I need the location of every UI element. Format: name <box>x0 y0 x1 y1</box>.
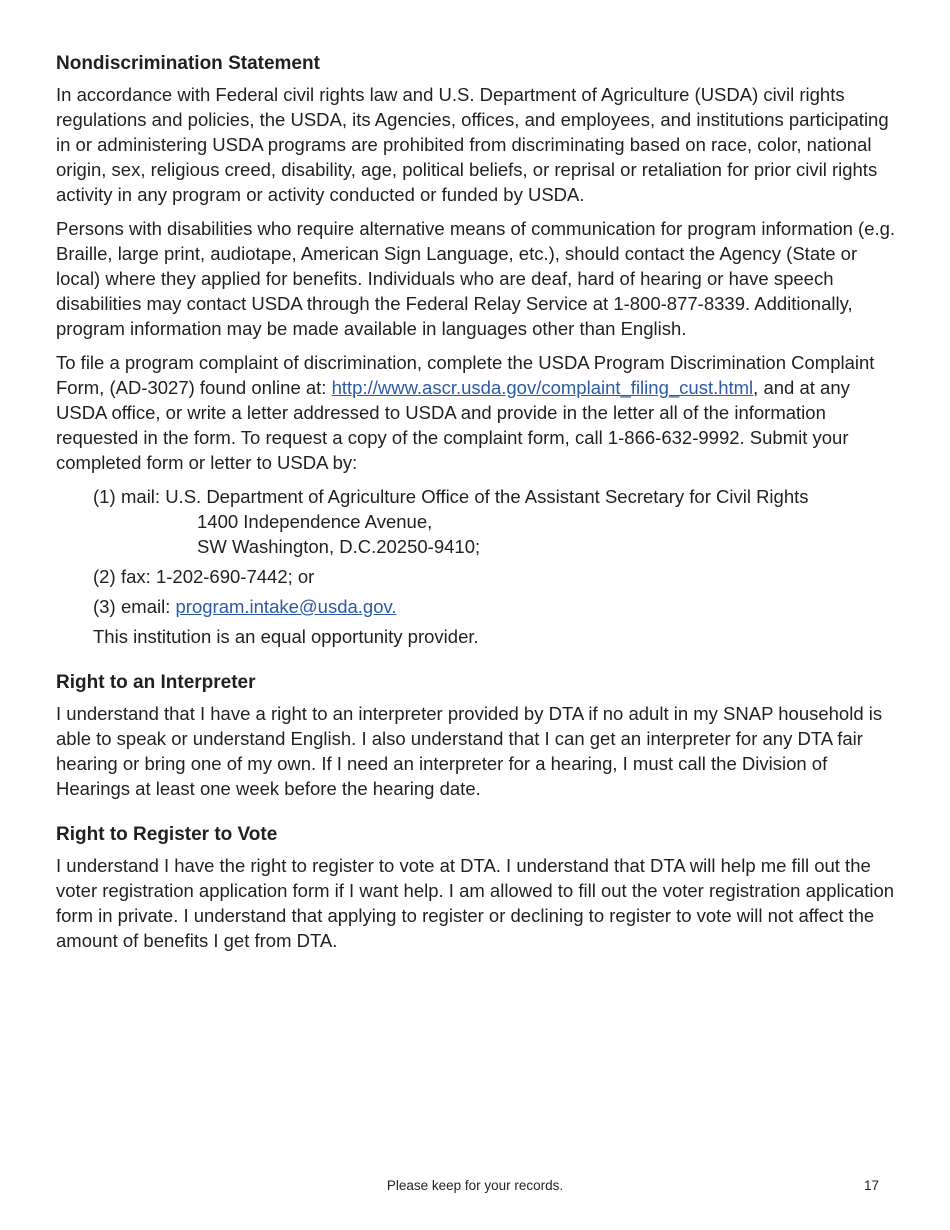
list-number: (3) <box>93 596 116 617</box>
nondiscrimination-paragraph-1: In accordance with Federal civil rights law and U.S. Department of Agriculture (USDA) civil rights regulations and policies, the USDA, its Agencies, offices, and employees, and institutions participating in or administering USDA programs are prohibited from discriminating based on race, color, national origin, sex, religious creed, disability, age, political beliefs, or reprisal or retaliation for prior civil rights activity in any program or activity conducted or funded by USDA. <box>56 84 889 205</box>
complaint-form-link[interactable]: http://www.ascr.usda.gov/complaint_filing_cust.html <box>331 377 754 398</box>
fax-text: fax: 1-202-690-7442; or <box>121 566 315 587</box>
list-item-mail <box>93 484 898 559</box>
mail-address-line-2: 1400 Independence Avenue, <box>197 511 433 532</box>
vote-section <box>56 823 898 953</box>
list-item-fax <box>93 564 898 589</box>
nondiscrimination-heading: Nondiscrimination Statement <box>56 53 320 74</box>
footer-note: Please keep for your records. <box>386 1178 564 1193</box>
submission-methods-list <box>93 484 898 619</box>
page-number: 17 <box>864 1178 880 1193</box>
vote-paragraph: I understand I have the right to register to vote at DTA. I understand that DTA will help me fill out the voter registration application form if I want help. I am allowed to fill out the voter registration application form in private. I understand that applying to register or declining to register to vote will not affect the amount of benefits I get from DTA. <box>56 855 895 951</box>
list-number: (1) <box>93 486 116 507</box>
mail-address-line-1: mail: U.S. Department of Agriculture Office of the Assistant Secretary for Civil Rights <box>121 486 809 507</box>
equal-opportunity-statement: This institution is an equal opportunity provider. <box>93 626 479 647</box>
vote-heading: Right to Register to Vote <box>56 824 278 845</box>
mail-address-line-3: SW Washington, D.C.20250-9410; <box>197 536 481 557</box>
complaint-text-after-link: , and at any USDA office, or write a letter addressed to USDA and provide in the letter all of the information requested in the form. To request a copy of the complaint form, call 1-866-632-9992. Submit your completed form or letter to USDA by: <box>56 377 850 473</box>
list-number: (2) <box>93 566 116 587</box>
document-page <box>56 52 898 962</box>
interpreter-heading: Right to an Interpreter <box>56 672 256 693</box>
email-link[interactable]: program.intake@usda.gov. <box>175 596 397 617</box>
complaint-text-before-link: To file a program complaint of discrimination, complete the USDA Program Discrimination Complaint Form, (AD-3027) found online at: <box>56 352 875 398</box>
list-item-email <box>93 594 898 619</box>
nondiscrimination-section <box>56 52 898 649</box>
nondiscrimination-paragraph-3 <box>56 350 898 475</box>
email-label: email: <box>121 596 176 617</box>
nondiscrimination-paragraph-2: Persons with disabilities who require alternative means of communication for program information (e.g. Braille, large print, audiotape, American Sign Language, etc.), should contact the Agency (State or local) where they applied for benefits. Individuals who are deaf, hard of hearing or have speech disabilities may contact USDA through the Federal Relay Service at 1-800-877-8339. Additionally, program information may be made available in languages other than English. <box>56 218 896 339</box>
interpreter-section <box>56 671 898 801</box>
interpreter-paragraph: I understand that I have a right to an interpreter provided by DTA if no adult in my SNAP household is able to speak or understand English. I also understand that I can get an interpreter for any DTA fair hearing or bring one of my own. If I need an interpreter for a hearing, I must call the Division of Hearings at least one week before the hearing date. <box>56 703 883 799</box>
